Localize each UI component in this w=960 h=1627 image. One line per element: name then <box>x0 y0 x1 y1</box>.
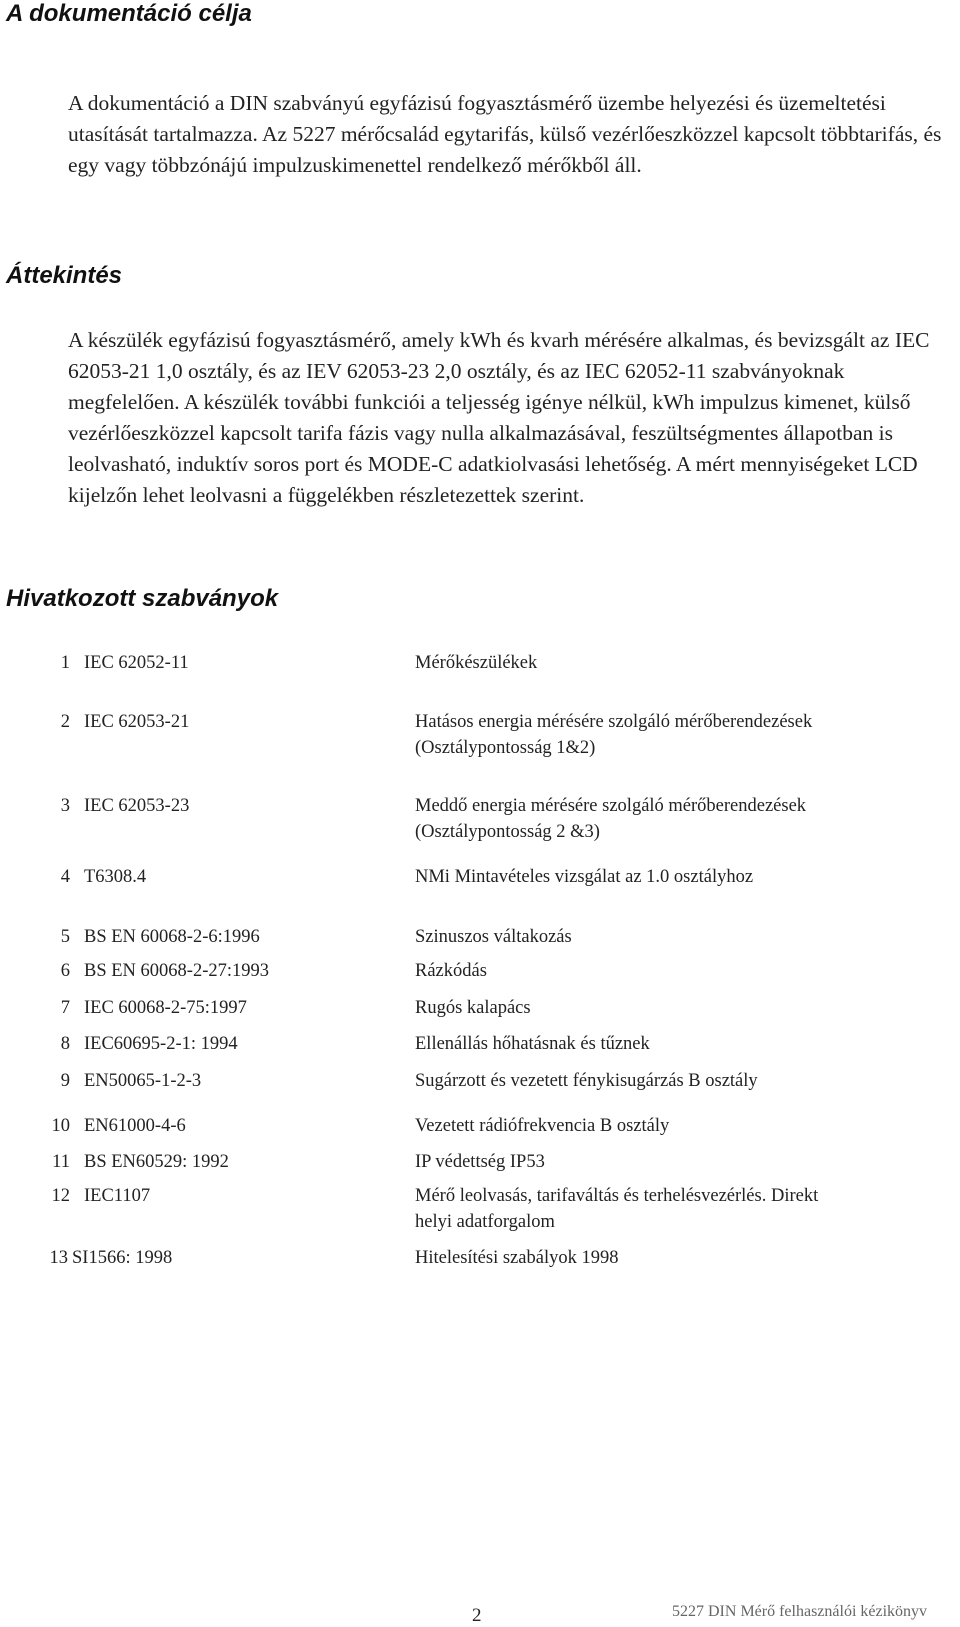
reference-description: Sugárzott és vezetett fénykisugárzás B osztály <box>415 1071 758 1091</box>
reference-number: 13 <box>49 1248 68 1268</box>
reference-description: Hatásos energia mérésére szolgáló mérőberendezések (Osztálypontosság 1&2) <box>415 712 813 758</box>
section-heading-purpose: A dokumentáció célja <box>6 0 252 27</box>
reference-standard: EN61000-4-6 <box>84 1116 186 1136</box>
reference-description: Mérőkészülékek <box>415 653 538 673</box>
reference-number: 10 <box>51 1116 70 1136</box>
reference-standard: IEC1107 <box>84 1186 151 1206</box>
reference-description: Ellenállás hőhatásnak és tűznek <box>415 1034 650 1054</box>
reference-row <box>0 650 960 710</box>
reference-standard: SI1566: 1998 <box>72 1248 173 1268</box>
page-number: 2 <box>472 1605 482 1626</box>
reference-number: 4 <box>60 867 70 887</box>
reference-standard: T6308.4 <box>84 867 147 887</box>
overview-paragraph: A készülék egyfázisú fogyasztásmérő, amely kWh és kvarh mérésére alkalmas, és bevizsgált az IEC 62053-21 1,0 osztály, és az IEV 62053-23 2,0 osztály, és az IEC 62052-11 szabványoknak megfelelően. A készülék további funkciói a teljesség igénye nélkül, kWh impulzus kimenet, külső vezérlőeszközzel kapcsolt tarifa fázis vagy nulla alkalmazásával, feszültségmentes állapotban is leolvasható, induktív soros port és MODE-C adatkiolvasási lehetőség. A mért mennyiségeket LCD kijelzőn lehet leolvasni a függelékben részletezettek szerint. <box>68 328 930 507</box>
reference-description: Meddő energia mérésére szolgáló mérőberendezések (Osztálypontosság 2 &3) <box>415 796 807 842</box>
reference-standard: IEC 60068-2-75:1997 <box>84 998 247 1018</box>
reference-description: Mérő leolvasás, tarifaváltás és terhelésvezérlés. Direkt helyi adatforgalom <box>415 1186 819 1232</box>
reference-number: 3 <box>60 796 70 816</box>
purpose-paragraph: A dokumentáció a DIN szabványú egyfázisú fogyasztásmérő üzembe helyezési és üzemeltetési utasítását tartalmazza. Az 5227 mérőcsalád egytarifás, külső vezérlőeszközzel kapcsolt többtarifás, és egy vagy többzónájú impulzuskimenettel rendelkező mérőkből áll. <box>68 91 942 177</box>
reference-standard: IEC60695-2-1: 1994 <box>84 1034 238 1054</box>
reference-standard: IEC 62053-21 <box>84 712 190 732</box>
reference-description: Hitelesítési szabályok 1998 <box>415 1248 619 1268</box>
reference-description: Rázkódás <box>415 961 487 981</box>
reference-standard: IEC 62052-11 <box>84 653 189 673</box>
reference-description: Rugós kalapács <box>415 998 531 1018</box>
reference-standard: BS EN 60068-2-27:1993 <box>84 961 269 981</box>
reference-number: 12 <box>51 1186 70 1206</box>
section-heading-references: Hivatkozott szabványok <box>6 585 279 612</box>
reference-standard: EN50065-1-2-3 <box>84 1071 202 1091</box>
reference-description: Szinuszos váltakozás <box>415 927 572 947</box>
reference-number: 7 <box>60 998 70 1018</box>
reference-description: IP védettség IP53 <box>415 1152 545 1172</box>
reference-description: NMi Mintavételes vizsgálat az 1.0 osztályhoz <box>415 867 754 887</box>
reference-standard: BS EN 60068-2-6:1996 <box>84 927 260 947</box>
reference-row <box>0 793 960 853</box>
reference-number: 6 <box>60 961 70 981</box>
reference-row <box>0 1245 960 1305</box>
reference-row <box>0 864 960 924</box>
reference-number: 8 <box>60 1034 70 1054</box>
reference-standard: BS EN60529: 1992 <box>84 1152 229 1172</box>
section-heading-overview: Áttekintés <box>6 262 123 289</box>
reference-number: 1 <box>60 653 70 673</box>
reference-row <box>0 709 960 769</box>
reference-number: 11 <box>52 1152 70 1172</box>
reference-row <box>0 1183 960 1243</box>
reference-number: 5 <box>60 927 70 947</box>
reference-number: 9 <box>60 1071 70 1091</box>
footer-document-title: 5227 DIN Mérő felhasználói kézikönyv <box>672 1603 928 1620</box>
reference-standard: IEC 62053-23 <box>84 796 190 816</box>
reference-description: Vezetett rádiófrekvencia B osztály <box>415 1116 670 1136</box>
reference-number: 2 <box>60 712 70 732</box>
